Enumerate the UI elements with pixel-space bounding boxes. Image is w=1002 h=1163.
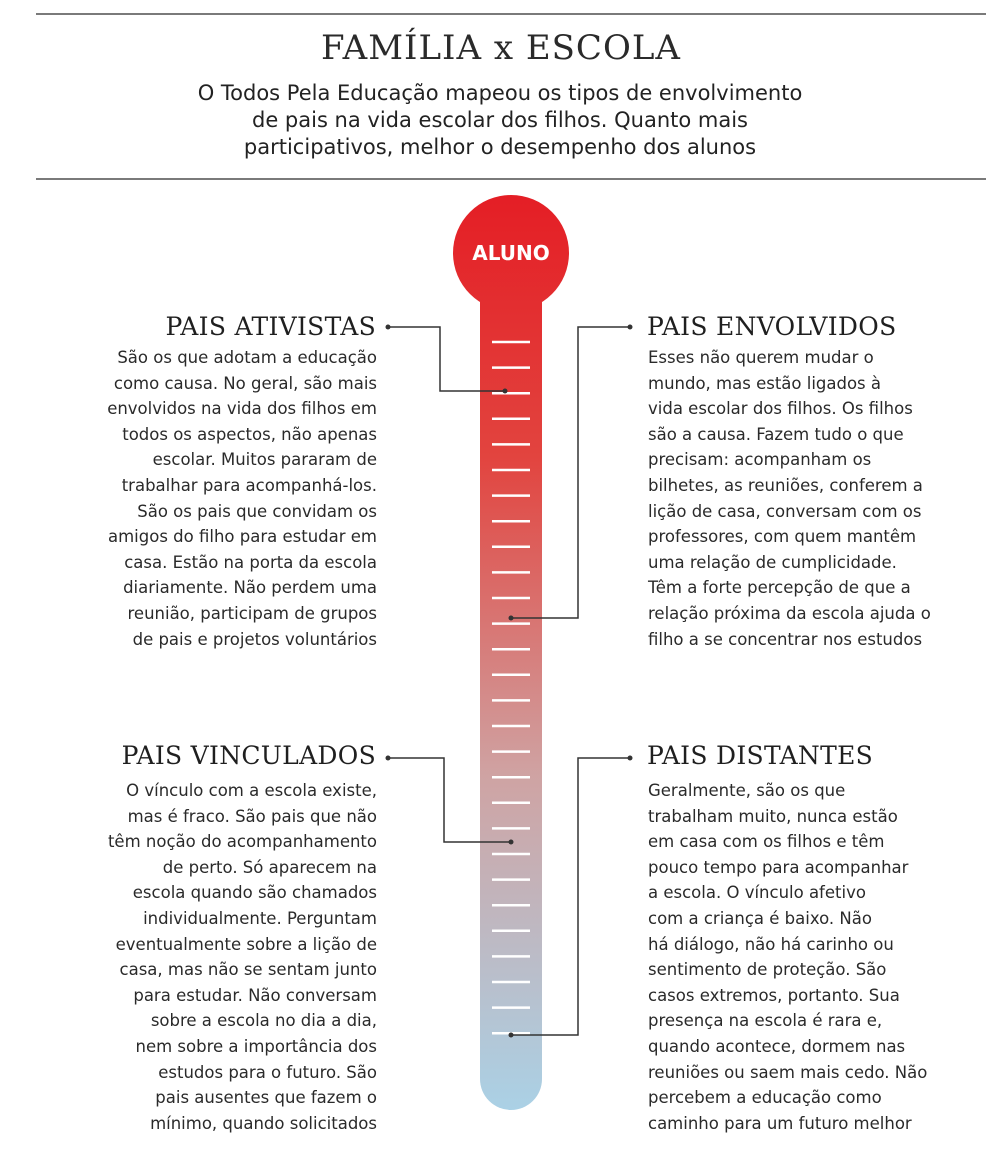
text-line: todos os aspectos, não apenas [122, 424, 377, 444]
text-line: filho a se concentrar nos estudos [648, 629, 923, 649]
text-line: para estudar. Não conversam [133, 985, 377, 1005]
text-line: presença na escola é rara e, [648, 1011, 883, 1031]
text-line: sentimento de proteção. São [648, 960, 887, 980]
text-line: São os pais que convidam os [137, 501, 377, 521]
heading-pais-distantes: PAIS DISTANTES [647, 741, 874, 770]
text-line: quando acontece, dormem nas [648, 1036, 906, 1056]
heading-pais-vinculados: PAIS VINCULADOS [121, 741, 376, 770]
text-line: envolvidos na vida dos filhos em [107, 399, 377, 419]
text-line: têm noção do acompanhamento [107, 832, 377, 852]
text-line: casa, mas não se sentam junto [119, 960, 377, 980]
text-line: mas é fraco. São pais que não [127, 806, 377, 826]
text-line: pais ausentes que fazem o [155, 1088, 377, 1108]
text-line: com a criança é baixo. Não [648, 908, 872, 928]
subtitle-line: O Todos Pela Educação mapeou os tipos de envolvimento [197, 81, 803, 105]
text-line: trabalhar para acompanhá-los. [121, 475, 377, 495]
text-line: em casa com os filhos e têm [648, 832, 885, 852]
text-line: O vínculo com a escola existe, [126, 781, 377, 800]
text-line: vida escolar dos filhos. Os filhos [648, 399, 913, 419]
text-line: eventualmente sobre a lição de [115, 934, 377, 954]
connector-dot [386, 325, 391, 330]
text-line: de pais e projetos voluntários [132, 629, 377, 649]
text-pais-envolvidos [648, 345, 931, 652]
text-line: escola quando são chamados [132, 883, 377, 903]
text-line: lição de casa, conversam com os [648, 501, 922, 521]
text-pais-distantes [648, 778, 927, 1136]
text-line: precisam: acompanham os [648, 450, 872, 470]
thermometer-bulb-label: ALUNO [472, 241, 550, 265]
text-line: individualmente. Perguntam [143, 908, 377, 928]
text-line: amigos do filho para estudar em [107, 527, 377, 547]
page-title: FAMÍLIA x ESCOLA [321, 28, 681, 68]
connector-end-dot [509, 1033, 514, 1038]
text-line: nem sobre a importância dos [135, 1036, 377, 1056]
text-line: como causa. No geral, são mais [113, 373, 377, 393]
text-line: pouco tempo para acompanhar [648, 857, 909, 877]
text-line: sobre a escola no dia a dia, [150, 1011, 377, 1031]
text-line: professores, com quem mantêm [648, 527, 917, 547]
subtitle-line: participativos, melhor o desempenho dos alunos [243, 135, 757, 159]
connector-end-dot [509, 616, 514, 621]
heading-pais-envolvidos: PAIS ENVOLVIDOS [647, 312, 897, 341]
text-pais-ativistas [107, 345, 377, 652]
connector-dot [386, 756, 391, 761]
text-line: estudos para o futuro. São [158, 1062, 377, 1082]
text-line: escolar. Muitos pararam de [152, 450, 377, 470]
text-line: trabalham muito, nunca estão [648, 806, 898, 826]
text-line: São os que adotam a educação [117, 348, 377, 367]
connector-end-dot [509, 840, 514, 845]
text-line: diariamente. Não perdem uma [123, 578, 377, 598]
text-line: Geralmente, são os que [648, 781, 846, 800]
text-line: a escola. O vínculo afetivo [648, 883, 866, 903]
connector-dot [628, 756, 633, 761]
text-line: uma relação de cumplicidade. [648, 552, 897, 572]
thermometer-body [453, 195, 569, 1110]
text-line: de perto. Só aparecem na [162, 857, 377, 877]
text-line: reunião, participam de grupos [127, 603, 377, 623]
text-line: mundo, mas estão ligados à [648, 373, 882, 393]
text-line: Têm a forte percepção de que a [648, 578, 911, 598]
text-pais-vinculados [108, 778, 377, 1136]
text-line: percebem a educação como [648, 1088, 882, 1108]
text-line: casos extremos, portanto. Sua [648, 985, 900, 1005]
text-line: relação próxima da escola ajuda o [648, 603, 931, 623]
heading-pais-ativistas: PAIS ATIVISTAS [165, 312, 376, 341]
text-line: há diálogo, não há carinho ou [648, 934, 894, 954]
text-line: caminho para um futuro melhor [648, 1113, 912, 1133]
text-line: casa. Estão na porta da escola [124, 552, 377, 572]
subtitle-line: de pais na vida escolar dos filhos. Quanto mais [251, 108, 748, 132]
connector-end-dot [503, 389, 508, 394]
text-line: são a causa. Fazem tudo o que [648, 424, 904, 444]
text-line: Esses não querem mudar o [648, 348, 874, 367]
text-line: reuniões ou saem mais cedo. Não [648, 1062, 928, 1082]
text-line: bilhetes, as reuniões, conferem a [648, 475, 923, 495]
text-line: mínimo, quando solicitados [150, 1113, 377, 1133]
connector-dot [628, 325, 633, 330]
